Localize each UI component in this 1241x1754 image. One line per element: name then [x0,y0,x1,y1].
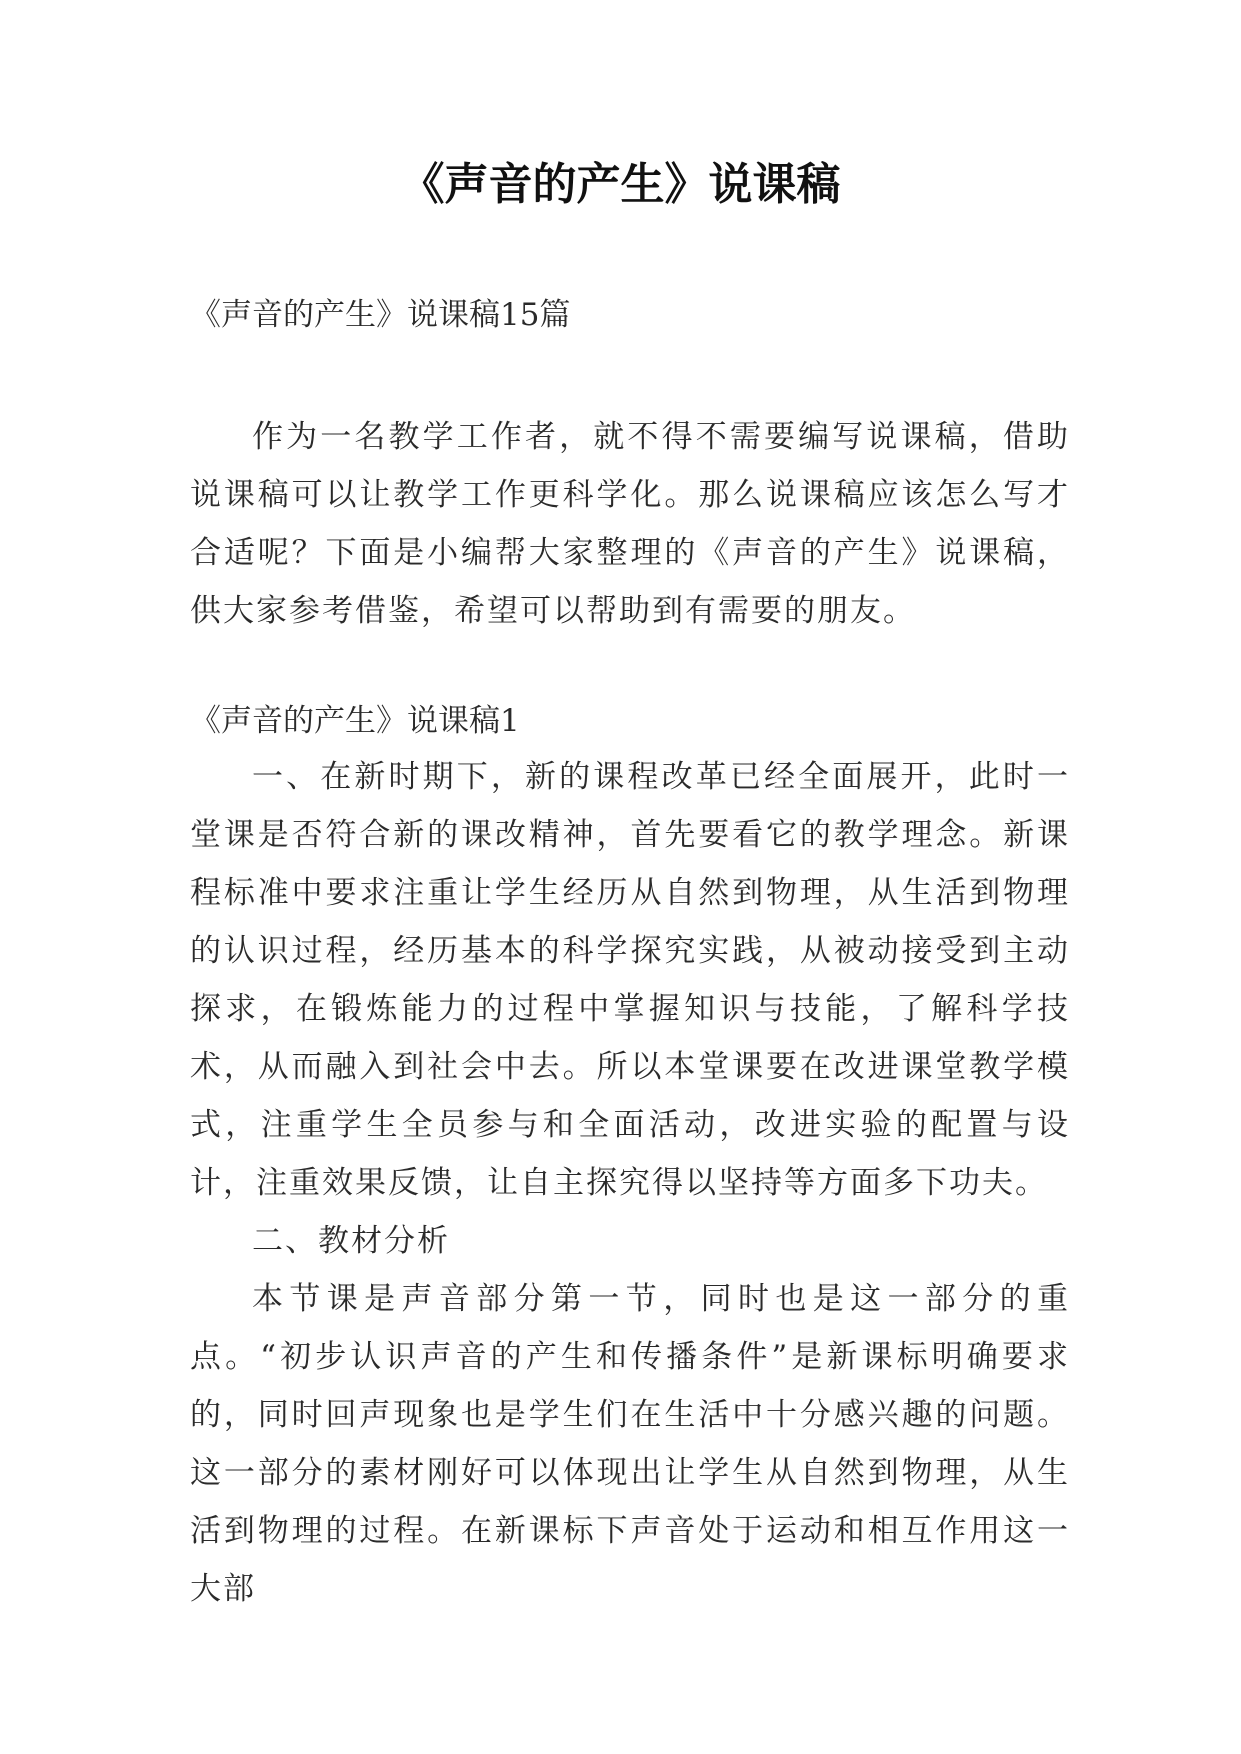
paragraph-textbook-analysis: 本节课是声音部分第一节，同时也是这一部分的重点。“初步认识声音的产生和传播条件”是新课标明确要求的，同时回声现象也是学生们在生活中十分感兴趣的问题。这一部分的素材刚好可以体现出让学生从自然到物理，从生活到物理的过程。在新课标下声音处于运动和相互作用这一大部 [190,1281,1070,1607]
intro-paragraph: 作为一名教学工作者，就不得不需要编写说课稿，借助说课稿可以让教学工作更科学化。那么说课稿应该怎么写才合适呢？下面是小编帮大家整理的《声音的产生》说课稿，供大家参考借鉴，希望可以帮助到有需要的朋友。 [190,419,1070,629]
document-subtitle: 《声音的产生》说课稿15篇 [190,297,571,333]
document-title: 《声音的产生》说课稿 [400,159,841,210]
section-content [190,748,1070,1618]
section-heading: 《声音的产生》说课稿1 [190,703,520,739]
paragraph-textbook-analysis-heading: 二、教材分析 [252,1223,450,1259]
paragraph-curriculum-reform: 一、在新时期下，新的课程改革已经全面展开，此时一堂课是否符合新的课改精神，首先要看它的教学理念。新课程标准中要求注重让学生经历从自然到物理，从生活到物理的认识过程，经历基本的科学探究实践，从被动接受到主动探求，在锻炼能力的过程中掌握知识与技能，了解科学技术，从而融入到社会中去。所以本堂课要在改进课堂教学模式，注重学生全员参与和全面活动，改进实验的配置与设计，注重效果反馈，让自主探究得以坚持等方面多下功夫。 [190,759,1070,1201]
